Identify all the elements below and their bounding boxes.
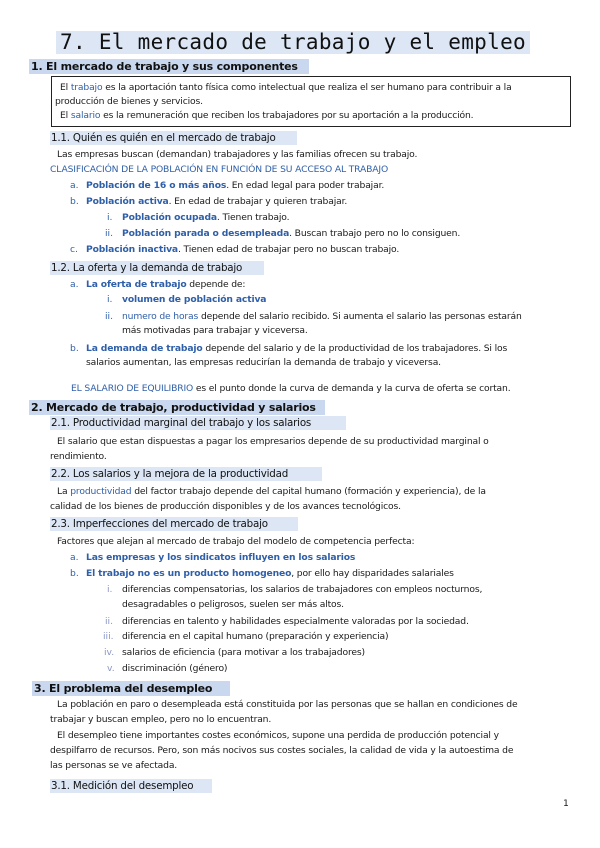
- s22-line-2: calidad de los bienes de producción disponibles y de los avances tecnológicos.: [50, 501, 401, 512]
- list-marker: a.: [70, 279, 79, 290]
- section-2-1-heading: 2.1. Productividad marginal del trabajo y los salarios: [50, 416, 346, 430]
- term-salario: salario: [70, 110, 101, 121]
- section-1-1-heading: 1.1. Quién es quién en el mercado de trabajo: [50, 131, 297, 145]
- list-marker: b.: [70, 343, 79, 354]
- section-2-2-heading: 2.2. Los salarios y la mejora de la productividad: [50, 467, 322, 481]
- disparity-ii: diferencias en talento y habilidades especialmente valoradas por la sociedad.: [122, 616, 469, 627]
- list-marker: i.: [107, 212, 113, 223]
- section-1-2-heading: 1.2. La oferta y la demanda de trabajo: [50, 261, 264, 275]
- imperfection-a: Las empresas y los sindicatos influyen en los salarios: [86, 552, 356, 563]
- list-item-b-i: Población ocupada. Tienen trabajo.: [122, 212, 290, 223]
- section-1-heading: 1. El mercado de trabajo y sus componentes: [29, 59, 309, 74]
- offer-item: La oferta de trabajo depende de:: [86, 279, 246, 290]
- section-2-heading: 2. Mercado de trabajo, productividad y salarios: [29, 400, 325, 415]
- s3-p2-line-3: las personas se ve afectada.: [50, 760, 178, 771]
- s11-text: Las empresas buscan (demandan) trabajadores y las familias ofrecen su trabajo.: [57, 149, 418, 160]
- list-marker: v.: [107, 663, 115, 674]
- box-line-2: producción de bienes y servicios.: [55, 96, 203, 107]
- page-title: 7. El mercado de trabajo y el empleo: [56, 31, 530, 54]
- s22-line-1: La productividad del factor trabajo depende del capital humano (formación y experiencia), de la: [57, 486, 486, 497]
- list-marker: iii.: [103, 631, 114, 642]
- list-marker: ii.: [105, 228, 114, 239]
- disparity-iii: diferencia en el capital humano (preparación y experiencia): [122, 631, 389, 642]
- disparity-iv: salarios de eficiencia (para motivar a los trabajadores): [122, 647, 365, 658]
- demand-item-cont: salarios aumentan, las empresas reducirían la demanda de trabajo y viceversa.: [86, 357, 441, 368]
- list-marker: i.: [107, 294, 113, 305]
- list-marker: ii.: [105, 616, 114, 627]
- s3-p2-line-1: El desempleo tiene importantes costes económicos, supone una perdida de producción potencial y: [57, 730, 499, 741]
- disparity-i: diferencias compensatorias, los salarios de trabajadores con empleos nocturnos,: [122, 584, 483, 595]
- list-marker: c.: [70, 244, 78, 255]
- section-3-heading: 3. El problema del desempleo: [32, 681, 230, 696]
- s21-line-2: rendimiento.: [50, 451, 107, 462]
- list-marker: ii.: [105, 311, 114, 322]
- offer-item-i: volumen de población activa: [122, 294, 267, 305]
- s23-intro: Factores que alejan al mercado de trabajo del modelo de competencia perfecta:: [57, 536, 415, 547]
- offer-item-ii-cont: más motivadas para trabajar y viceversa.: [122, 325, 308, 336]
- s3-p1-line-1: La población en paro o desempleada está constituida por las personas que se hallan en condiciones de: [57, 699, 518, 710]
- classification-title: CLASIFICACIÓN DE LA POBLACIÓN EN FUNCIÓN DE SU ACCESO AL TRABAJO: [50, 164, 389, 175]
- equilibrium-line: EL SALARIO DE EQUILIBRIO es el punto donde la curva de demanda y la curva de oferta se cortan.: [71, 383, 511, 394]
- disparity-v: discriminación (género): [122, 663, 228, 674]
- demand-item: La demanda de trabajo depende del salario y de la productividad de los trabajadores. Si los: [86, 343, 508, 354]
- list-marker: b.: [70, 196, 79, 207]
- box-line-3: El salario es la remuneración que reciben los trabajadores por su aportación a la producción.: [60, 110, 474, 121]
- section-3-1-heading: 3.1. Medición del desempleo: [50, 779, 212, 793]
- list-marker: a.: [70, 552, 79, 563]
- disparity-i-cont: desagradables o peligrosos, suelen ser más altos.: [122, 599, 344, 610]
- section-2-3-heading: 2.3. Imperfecciones del mercado de trabajo: [50, 517, 298, 531]
- term-trabajo: trabajo: [70, 82, 103, 93]
- list-marker: a.: [70, 180, 79, 191]
- page-number: 1: [563, 798, 569, 809]
- s3-p1-line-2: trabajar y buscan empleo, pero no lo encuentran.: [50, 714, 272, 725]
- box-line-1: El trabajo es la aportación tanto física como intelectual que realiza el ser humano para contribuir a la: [60, 82, 512, 93]
- list-marker: i.: [107, 584, 113, 595]
- s3-p2-line-2: despilfarro de recursos. Pero, son más nocivos sus costes sociales, la calidad de vida y la autoestima de: [50, 745, 514, 756]
- imperfection-b: El trabajo no es un producto homogeneo, por ello hay disparidades salariales: [86, 568, 454, 579]
- list-item-b-ii: Población parada o desempleada. Buscan trabajo pero no lo consiguen.: [122, 228, 461, 239]
- s21-line-1: El salario que estan dispuestas a pagar los empresarios depende de su productividad marginal o: [57, 436, 489, 447]
- list-item-a: Población de 16 o más años. En edad legal para poder trabajar.: [86, 180, 385, 191]
- offer-item-ii: numero de horas depende del salario recibido. Si aumenta el salario las personas estarán: [122, 311, 522, 322]
- list-marker: b.: [70, 568, 79, 579]
- list-marker: iv.: [104, 647, 115, 658]
- list-item-b: Población activa. En edad de trabajar y quieren trabajar.: [86, 196, 348, 207]
- list-item-c: Población inactiva. Tienen edad de trabajar pero no buscan trabajo.: [86, 244, 400, 255]
